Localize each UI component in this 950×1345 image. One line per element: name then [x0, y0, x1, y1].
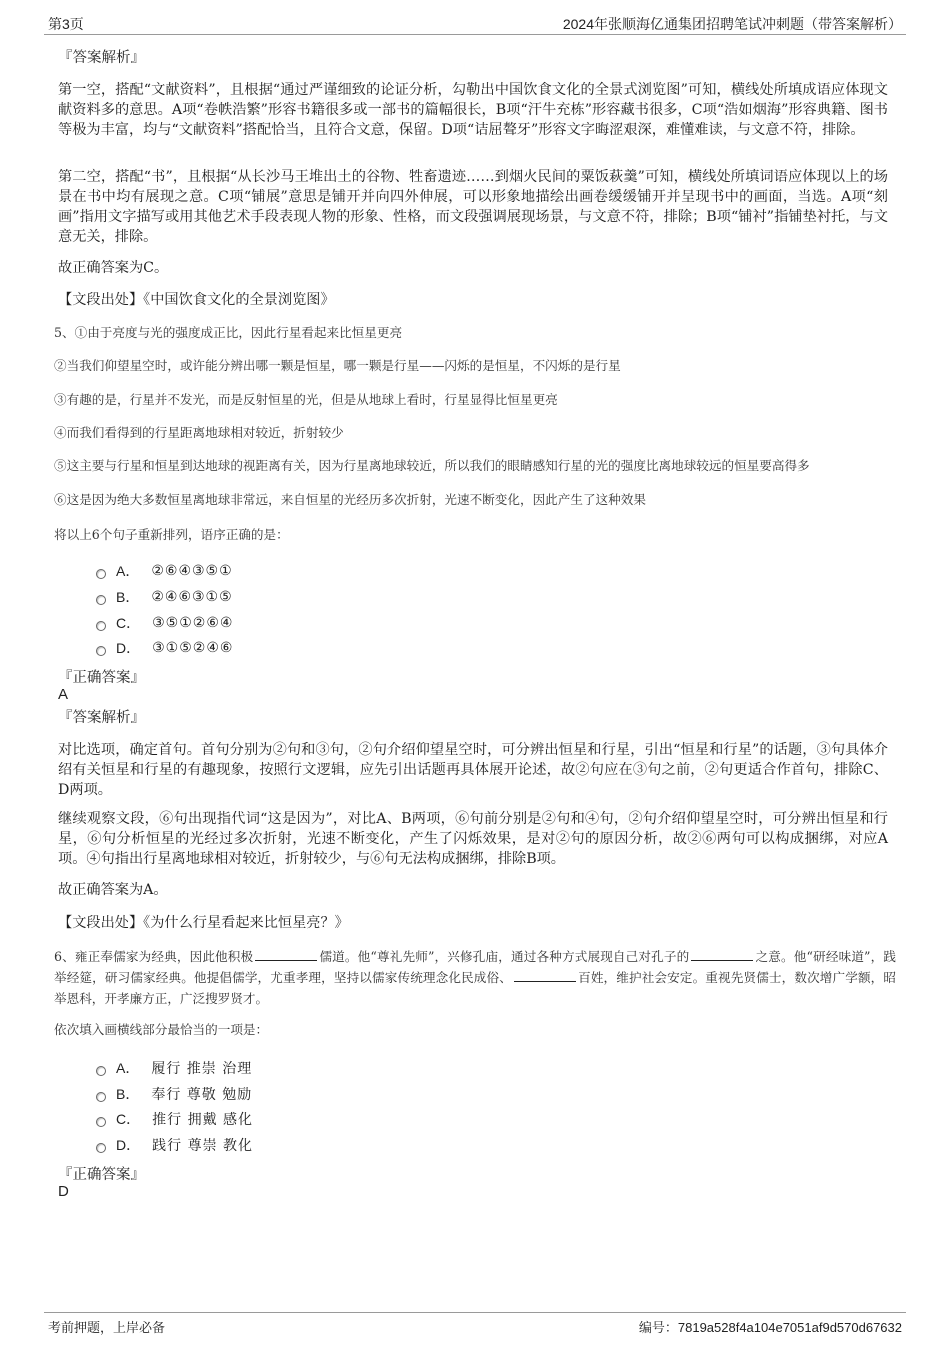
option-d[interactable] — [96, 1135, 253, 1155]
question-sentence: ③有趣的是，行星并不发光，而是反射恒星的光，但是从地球上看时，行星显得比恒星更亮 — [54, 392, 558, 407]
option-letter: C． — [116, 615, 141, 631]
question-text-part: 百姓，维护社会安定。重视先贤儒士，数次增广学额，昭举恩科，开孝廉方正，广泛搜罗贤才。 — [54, 970, 897, 1006]
question-prompt: 依次填入画横线部分最恰当的一项是： — [54, 1022, 269, 1037]
question-sentence: ⑥这是因为绝大多数恒星离地球非常远，来自恒星的光经历多次折射，光速不断变化，因此产生了这种效果 — [54, 492, 646, 507]
option-d[interactable] — [96, 638, 233, 658]
analysis-paragraph: 继续观察文段，⑥句出现指代词“这是因为”，对比A、B两项，⑥句前分别是②句和④句，②句介绍仰望星空时，可分辨出恒星和行星，⑥句分析恒星的光经过多次折射，光速不断变化，产生了闪烁效果，是对②句的原因分析，故②⑥两句可以构成捆绑，对应A项。④句指出行星离地球相对较近，折射较少，与⑥句无法构成捆绑，排除B项。 — [58, 811, 888, 867]
option-b[interactable] — [96, 1084, 252, 1104]
question-prompt: 将以上6个句子重新排列，语序正确的是： — [54, 527, 289, 542]
option-letter: D． — [116, 1137, 141, 1153]
option-c[interactable] — [96, 613, 233, 633]
option-value: ②⑥④③⑤① — [151, 563, 233, 579]
option-letter: B． — [116, 589, 140, 605]
analysis-paragraph: 第二空，搭配“书”，且根据“从长沙马王堆出土的谷物、牲畜遗迹……到烟火民间的粟饭萩羹”可知，横线处所填词语应体现以上的场景在书中均有展现之意。C项“铺展”意思是铺开并向四外伸展，可以形象地描绘出画卷缓缓铺开并呈现书中的画面，当选。A项“刻画”指用文字描写或用其他艺术手段表现人物的形象、性格，而文段强调展现场景，与文意不符，排除；B项“铺衬”指铺垫衬托，与文意无关，排除。 — [58, 169, 888, 245]
option-value: 履行 推崇 治理 — [151, 1061, 253, 1077]
question-sentence: ④而我们看得到的行星距离地球相对较近，折射较少 — [54, 425, 344, 440]
source-citation: 【文段出处】《中国饮食文化的全景浏览图》 — [58, 292, 335, 308]
option-value: ③⑤①②⑥④ — [152, 615, 234, 631]
radio-button-icon[interactable] — [96, 1143, 106, 1153]
radio-button-icon[interactable] — [96, 646, 106, 656]
radio-button-icon[interactable] — [96, 595, 106, 605]
source-citation: 【文段出处】《为什么行星看起来比恒星亮？》 — [58, 915, 349, 931]
question-sentence: ②当我们仰望星空时，或许能分辨出哪一颗是恒星，哪一颗是行星——闪烁的是恒星，不闪烁的是行星 — [54, 358, 621, 373]
option-letter: A． — [116, 1060, 140, 1076]
option-a[interactable] — [96, 1058, 252, 1078]
analysis-paragraph: 第一空，搭配“文献资料”，且根据“通过严谨细致的论证分析，勾勒出中国饮食文化的全景式浏览图”可知，横线处所填成语应体现文献资料多的意思。A项“卷帙浩繁”形容书籍很多或一部书的篇幅很长，B项“汗牛充栋”形容藏书很多，C项“浩如烟海”形容典籍、图书等极为丰富，均与“文献资料”搭配恰当，且符合文意，保留。D项“诘屈聱牙”形容文字晦涩艰深，难懂难读，与文意不符，排除。 — [58, 82, 888, 138]
question-text-part: 6、雍正奉儒家为经典，因此他积极 — [54, 949, 254, 964]
radio-button-icon[interactable] — [96, 569, 106, 579]
radio-button-icon[interactable] — [96, 621, 106, 631]
question-sentence: 5、①由于亮度与光的强度成正比，因此行星看起来比恒星更亮 — [54, 325, 403, 340]
radio-button-icon[interactable] — [96, 1092, 106, 1102]
page-header — [44, 12, 906, 35]
option-value: 奉行 尊敬 勉励 — [151, 1087, 253, 1103]
question-text-part: 儒道。他“尊礼先师”，兴修孔庙，通过各种方式展现自己对孔子的 — [319, 949, 690, 964]
blank-line — [255, 948, 317, 961]
option-letter: B． — [116, 1086, 140, 1102]
correct-answer: A — [58, 686, 69, 703]
page-footer — [44, 1312, 906, 1339]
correct-answer-label: 『正确答案』 — [58, 1167, 145, 1183]
option-value: 践行 尊崇 教化 — [152, 1138, 254, 1154]
analysis-paragraph: 对比选项，确定首句。首句分别为②句和③句，②句介绍仰望星空时，可分辨出恒星和行星，引出“恒星和行星”的话题，③句具体介绍有关恒星和行星的有趣现象，按照行文逻辑，应先引出话题再具体展开论述，故②句应在③句之前，②句更适合作首句，排除C、D两项。 — [58, 742, 888, 798]
analysis-label: 『答案解析』 — [58, 50, 145, 66]
option-value: ③①⑤②④⑥ — [152, 640, 234, 656]
radio-button-icon[interactable] — [96, 1117, 106, 1127]
option-a[interactable] — [96, 561, 233, 581]
option-value: 推行 拥戴 感化 — [152, 1112, 254, 1128]
blank-line — [691, 948, 753, 961]
blank-line — [514, 969, 576, 982]
conclusion-text: 故正确答案为A。 — [58, 882, 168, 898]
analysis-label: 『答案解析』 — [58, 710, 145, 726]
option-letter: A． — [116, 563, 140, 579]
option-c[interactable] — [96, 1109, 253, 1129]
option-letter: D． — [116, 640, 141, 656]
option-b[interactable] — [96, 587, 233, 607]
page-number: 第3页 — [48, 16, 84, 32]
question-text — [54, 946, 896, 1009]
footer-slogan: 考前押题，上岸必备 — [48, 1320, 166, 1335]
question-text-part: 之意。他“研经味道”，践举经筵，研习儒家经典。他提倡儒学，尤重孝理，坚持以儒家传统理念化民成俗、 — [54, 949, 896, 985]
option-value: ②④⑥③①⑤ — [151, 589, 233, 605]
radio-button-icon[interactable] — [96, 1066, 106, 1076]
correct-answer-label: 『正确答案』 — [58, 670, 145, 686]
conclusion-text: 故正确答案为C。 — [58, 260, 169, 276]
question-sentence: ⑤这主要与行星和恒星到达地球的视距离有关，因为行星离地球较近，所以我们的眼睛感知行星的光的强度比离地球较远的恒星要高得多 — [54, 458, 810, 473]
correct-answer: D — [58, 1183, 69, 1200]
document-title: 2024年张顺海亿通集团招聘笔试冲刺题（带答案解析） — [562, 16, 902, 32]
document-id: 编号：7819a528f4a104e7051af9d570d67632 — [638, 1320, 902, 1335]
option-letter: C． — [116, 1111, 141, 1127]
